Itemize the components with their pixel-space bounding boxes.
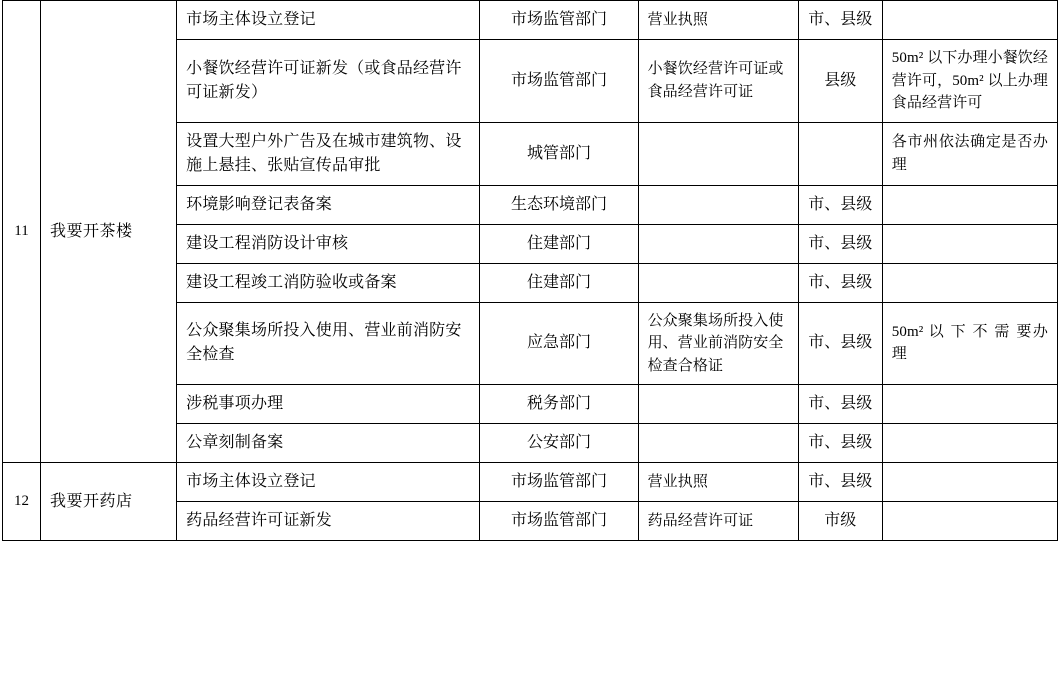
item-name: 市场主体设立登记 [177, 1, 480, 40]
row-index: 11 [3, 1, 41, 463]
item-department: 市场监管部门 [480, 40, 638, 123]
item-name: 设置大型户外广告及在城市建筑物、设施上悬挂、张贴宣传品审批 [177, 122, 480, 185]
item-name: 小餐饮经营许可证新发（或食品经营许可证新发） [177, 40, 480, 123]
item-note [882, 185, 1057, 224]
item-name: 涉税事项办理 [177, 385, 480, 424]
table-row [3, 1, 1058, 40]
item-result [638, 424, 798, 463]
item-level: 市级 [798, 502, 882, 541]
item-name: 药品经营许可证新发 [177, 502, 480, 541]
item-result: 公众聚集场所投入使用、营业前消防安全检查合格证 [638, 302, 798, 385]
item-note: 50m² 以下办理小餐饮经营许可，50m² 以上办理食品经营许可 [882, 40, 1057, 123]
row-scene: 我要开茶楼 [41, 1, 177, 463]
item-level: 市、县级 [798, 224, 882, 263]
row-index: 12 [3, 463, 41, 541]
item-result: 药品经营许可证 [638, 502, 798, 541]
item-note [882, 385, 1057, 424]
item-department: 住建部门 [480, 263, 638, 302]
item-note [882, 224, 1057, 263]
item-level: 市、县级 [798, 424, 882, 463]
item-level: 市、县级 [798, 385, 882, 424]
item-name: 建设工程竣工消防验收或备案 [177, 263, 480, 302]
row-scene: 我要开药店 [41, 463, 177, 541]
item-note [882, 463, 1057, 502]
item-note [882, 424, 1057, 463]
item-level: 市、县级 [798, 185, 882, 224]
table-body [3, 1, 1058, 541]
item-result: 小餐饮经营许可证或食品经营许可证 [638, 40, 798, 123]
item-note [882, 1, 1057, 40]
item-result [638, 263, 798, 302]
item-department: 生态环境部门 [480, 185, 638, 224]
item-department: 税务部门 [480, 385, 638, 424]
item-level: 市、县级 [798, 463, 882, 502]
item-name: 建设工程消防设计审核 [177, 224, 480, 263]
item-note [882, 502, 1057, 541]
item-name: 环境影响登记表备案 [177, 185, 480, 224]
item-result [638, 185, 798, 224]
item-result [638, 224, 798, 263]
item-level: 市、县级 [798, 1, 882, 40]
item-level: 市、县级 [798, 302, 882, 385]
item-department: 公安部门 [480, 424, 638, 463]
item-department: 住建部门 [480, 224, 638, 263]
item-level: 县级 [798, 40, 882, 123]
item-result [638, 122, 798, 185]
item-name: 市场主体设立登记 [177, 463, 480, 502]
item-note [882, 263, 1057, 302]
item-department: 市场监管部门 [480, 463, 638, 502]
service-items-table [2, 0, 1058, 541]
item-department: 市场监管部门 [480, 502, 638, 541]
table-row [3, 463, 1058, 502]
item-department: 城管部门 [480, 122, 638, 185]
item-department: 应急部门 [480, 302, 638, 385]
item-note: 各市州依法确定是否办理 [882, 122, 1057, 185]
item-result [638, 385, 798, 424]
item-department: 市场监管部门 [480, 1, 638, 40]
item-result: 营业执照 [638, 1, 798, 40]
item-name: 公众聚集场所投入使用、营业前消防安全检查 [177, 302, 480, 385]
item-note: 50m² 以 下 不 需 要办理 [882, 302, 1057, 385]
item-level: 市、县级 [798, 263, 882, 302]
item-name: 公章刻制备案 [177, 424, 480, 463]
item-level [798, 122, 882, 185]
item-result: 营业执照 [638, 463, 798, 502]
